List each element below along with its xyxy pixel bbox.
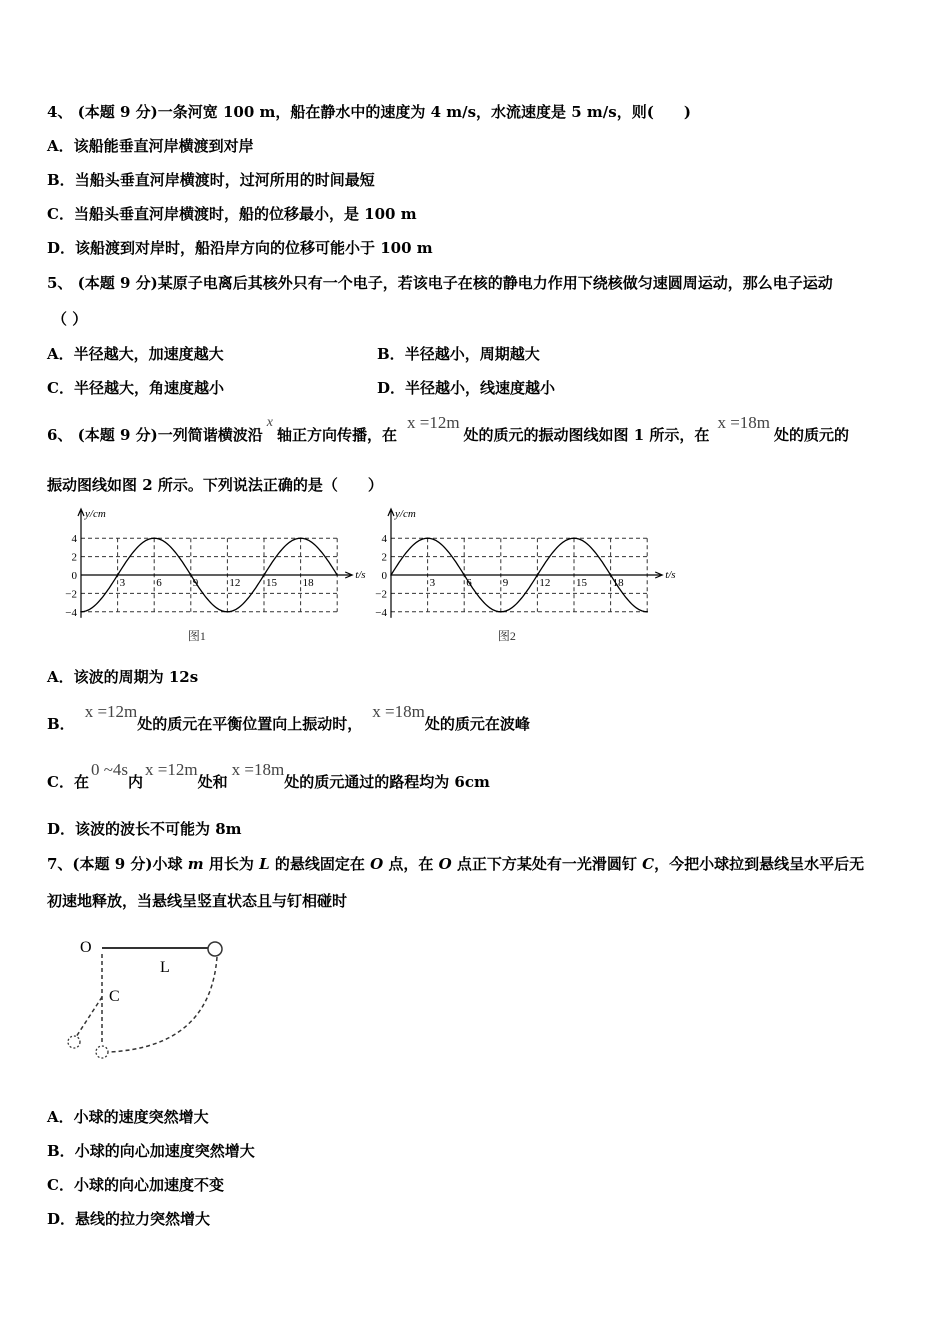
option-label: D． <box>377 379 406 397</box>
option-text: 处的质元在波峰 <box>424 715 530 733</box>
option-text: 当船头垂直河岸横渡时，船的位移最小，是 100 m <box>73 205 417 223</box>
pendulum-figure <box>60 932 240 1060</box>
data-point <box>427 537 429 539</box>
q6-option-b <box>47 702 530 734</box>
y-tick-label: −2 <box>65 588 77 601</box>
peg-c-symbol: C <box>642 855 655 873</box>
q7-stem-part: 的悬线固定在 <box>269 855 371 873</box>
data-point <box>610 574 612 576</box>
option-label: A． <box>47 137 74 155</box>
option-label: B． <box>377 345 405 363</box>
y-tick-label: 4 <box>381 533 387 546</box>
q6-stem-part: 轴正方向传播，在 <box>276 426 397 444</box>
x18-formula: x =18m <box>372 702 425 721</box>
option-text: 半径越小，周期越大 <box>404 345 540 363</box>
x-tick-label: 3 <box>119 577 126 589</box>
data-point <box>263 574 265 576</box>
option-label: D． <box>47 239 76 257</box>
q4-option-a <box>47 136 254 156</box>
label-l: L <box>160 959 170 976</box>
y-tick-label: 2 <box>71 551 77 564</box>
option-text: 半径越大，角速度越小 <box>73 379 224 397</box>
x12-formula: x =12m <box>406 413 460 432</box>
chart-figure-1 <box>65 508 365 643</box>
x12-formula: x =12m <box>84 702 138 721</box>
option-label: C． <box>47 379 74 397</box>
option-text: 内 <box>128 773 144 791</box>
option-text: 小球的向心加速度不变 <box>73 1176 224 1194</box>
option-text: 处的质元在平衡位置向上振动时， <box>137 715 363 733</box>
data-point <box>117 574 119 576</box>
y-tick-label: 0 <box>381 570 387 582</box>
q4-option-c <box>47 204 417 224</box>
data-point <box>80 611 82 613</box>
x18-formula: x =18m <box>231 760 285 779</box>
x-axis-label: t/s <box>665 569 676 581</box>
option-text: 悬线的拉力突然增大 <box>75 1210 211 1228</box>
option-text: 当船头垂直河岸横渡时，过河所用的时间最短 <box>74 171 375 189</box>
label-o: O <box>80 939 92 956</box>
option-label: C． <box>47 205 74 223</box>
x18-formula: x =18m <box>717 413 770 432</box>
option-text: 处的质元通过的路程均为 6cm <box>284 773 490 791</box>
q6-stem-part: 处的质元的振动图线如图 1 所示，在 <box>463 426 710 444</box>
data-point <box>463 574 465 576</box>
option-label: C． <box>47 1176 74 1194</box>
x-tick-label: 18 <box>302 577 314 589</box>
y-tick-label: 4 <box>71 533 77 546</box>
x-tick-label: 15 <box>266 577 277 589</box>
q6-option-c <box>47 760 490 792</box>
y-axis-label: y/cm <box>395 508 416 520</box>
option-label: C．在 <box>47 773 89 791</box>
option-label: A． <box>47 345 74 363</box>
y-tick-label: −2 <box>375 588 387 601</box>
q7-stem <box>47 854 864 874</box>
x-tick-label: 9 <box>192 577 199 589</box>
option-text: 处和 <box>197 773 228 791</box>
data-point <box>390 574 392 576</box>
data-point <box>336 574 338 576</box>
x-symbol: x <box>266 415 273 430</box>
q5-option-b <box>377 344 540 364</box>
q7-option-d <box>47 1209 210 1229</box>
point-o-symbol: O <box>370 855 384 873</box>
time-range-formula: 0 ~4s <box>90 760 129 779</box>
data-point <box>573 537 575 539</box>
data-point <box>190 574 192 576</box>
x-tick-label: 12 <box>539 577 551 589</box>
q7-option-b <box>47 1141 255 1161</box>
x-axis-label: t/s <box>355 569 366 581</box>
short-string <box>76 997 102 1037</box>
q7-stem-line2: 初速地释放，当悬线呈竖直状态且与钉相碰时 <box>47 892 348 910</box>
length-symbol: L <box>259 855 270 873</box>
data-point <box>300 537 302 539</box>
q4-stem: 4、 (本题 9 分)一条河宽 100 m，船在静水中的速度为 4 m/s，水流速度是 5 m/s，则( ) <box>47 103 691 121</box>
option-label: B． <box>47 1142 75 1160</box>
option-label: B． <box>47 715 75 733</box>
x-tick-label: 3 <box>429 577 436 589</box>
option-text: 半径越大，加速度越大 <box>73 345 224 363</box>
q7-stem-part: 点正下方某处有一光滑圆钉 <box>451 855 643 873</box>
option-label: D． <box>47 1210 76 1228</box>
q7-stem-part: ，今把小球拉到悬线呈水平后无 <box>654 855 865 873</box>
chart-caption: 图1 <box>187 629 206 643</box>
y-tick-label: 0 <box>71 570 77 582</box>
q7-option-a <box>47 1107 209 1127</box>
x-tick-label: 9 <box>502 577 509 589</box>
q7-stem-part: 用长为 <box>203 855 260 873</box>
data-point <box>500 611 502 613</box>
q7-stem-part: 7、(本题 9 分)小球 <box>47 855 188 873</box>
q6-stem-part: 处的质元的 <box>774 426 850 444</box>
q6-stem-part: 6、 (本题 9 分)一列简谐横波沿 <box>47 426 263 444</box>
option-text: 小球的向心加速度突然增大 <box>74 1142 255 1160</box>
x-tick-label: 18 <box>612 577 624 589</box>
chart-caption: 图2 <box>497 629 516 643</box>
data-point <box>227 611 229 613</box>
q7-option-c <box>47 1175 224 1195</box>
x-tick-label: 12 <box>229 577 241 589</box>
y-axis-label: y/cm <box>85 508 106 520</box>
ball-swung <box>68 1036 80 1048</box>
q6-stem <box>47 413 850 447</box>
mass-symbol: m <box>187 855 204 873</box>
option-text: 半径越小，线速度越小 <box>405 379 556 397</box>
x12-formula: x =12m <box>145 760 198 779</box>
x-tick-label: 6 <box>466 577 472 589</box>
option-text: 该船渡到对岸时，船沿岸方向的位移可能小于 100 m <box>75 239 433 257</box>
ball-start <box>208 942 222 956</box>
data-point <box>646 611 648 613</box>
ball-bottom <box>96 1046 108 1058</box>
option-text: 该船能垂直河岸横渡到对岸 <box>73 137 254 155</box>
q6-option-a: A．该波的周期为 12s <box>47 668 199 686</box>
q7-stem-part: 点，在 <box>383 855 439 873</box>
q6-option-d: D．该波的波长不可能为 8m <box>47 820 242 838</box>
y-tick-label: 2 <box>381 551 387 564</box>
q5-option-d <box>377 378 555 398</box>
q4-option-b <box>47 170 375 190</box>
x-tick-label: 6 <box>156 577 162 589</box>
q4-option-d <box>47 238 433 258</box>
option-label: B． <box>47 171 75 189</box>
x-tick-label: 15 <box>576 577 587 589</box>
q5-stem: 5、 (本题 9 分)某原子电离后其核外只有一个电子，若该电子在核的静电力作用下绕核做匀速圆周运动，那么电子运动 <box>47 274 833 292</box>
data-point <box>537 574 539 576</box>
q5-option-c <box>47 378 224 398</box>
q6-vibration-charts <box>55 505 695 650</box>
y-tick-label: −4 <box>65 606 77 619</box>
q5-option-a <box>47 344 224 364</box>
chart-figure-2 <box>375 508 675 643</box>
label-c: C <box>109 988 120 1005</box>
q5-stem-paren: （ ） <box>52 310 88 328</box>
q6-stem-line2: 振动图线如图 2 所示。下列说法正确的是（ ） <box>47 476 383 494</box>
data-point <box>153 537 155 539</box>
option-label: A． <box>47 1108 74 1126</box>
y-tick-label: −4 <box>375 606 387 619</box>
option-text: 小球的速度突然增大 <box>73 1108 209 1126</box>
point-o-symbol: O <box>438 855 452 873</box>
